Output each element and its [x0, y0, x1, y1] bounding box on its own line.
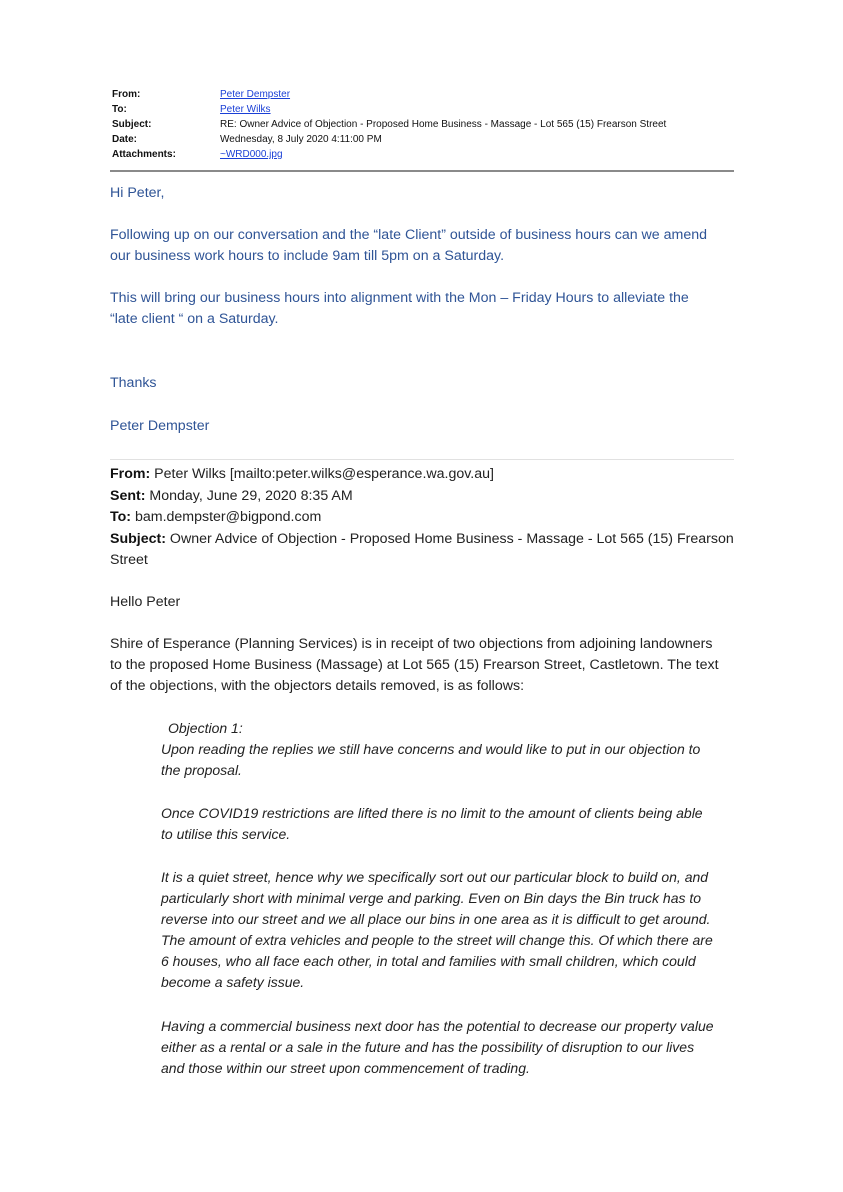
- original-from-label: From:: [110, 466, 151, 482]
- header-date-label: Date:: [112, 134, 138, 145]
- header-date-value: Wednesday, 8 July 2020 4:11:00 PM: [220, 134, 382, 145]
- reply-thanks: Thanks: [110, 375, 157, 391]
- original-subject-value: Owner Advice of Objection - Proposed Home Business - Massage - Lot 565 (15) Frearson: [169, 530, 734, 547]
- objection-p3-line2: particularly short with minimal verge and parking. Even on Bin days the Bin truck has to: [161, 890, 702, 906]
- original-from-line: [110, 464, 740, 486]
- header-to-label: To:: [112, 104, 127, 115]
- objection-heading: Objection 1:: [168, 720, 243, 736]
- original-subject-line-2: Street: [110, 552, 148, 568]
- original-to-value: bam.dempster@bigpond.com: [134, 509, 322, 525]
- header-subject-row: [112, 117, 734, 132]
- header-from-row: [112, 87, 734, 102]
- body-greeting: Hello Peter: [110, 594, 181, 610]
- original-sent-line: [110, 486, 740, 508]
- email-header: [112, 87, 734, 162]
- objection-p4-line1: Having a commercial business next door has the potential to decrease our property value: [161, 1018, 714, 1034]
- header-to-link[interactable]: Peter Wilks: [220, 104, 271, 115]
- objection-paragraph-2: [161, 803, 741, 845]
- objection-p4-line2: either as a rental or a sale in the future and has the possibility of disruption to our lives: [161, 1039, 695, 1055]
- header-to-row: [112, 102, 734, 117]
- original-from-value: Peter Wilks [mailto:peter.wilks@esperance.wa.gov.au]: [154, 466, 494, 482]
- original-sent-label: Sent:: [110, 487, 146, 504]
- header-subject-label: Subject:: [112, 119, 152, 130]
- original-subject-line: [110, 529, 740, 551]
- original-to-line: [110, 507, 740, 529]
- header-subject-value: RE: Owner Advice of Objection - Proposed Home Business - Massage - Lot 565 (15) Frearson Street: [220, 119, 667, 130]
- objection-p3-line5: 6 houses, who all face each other, in total and families with small children, which could: [161, 953, 696, 969]
- message-separator: [110, 459, 734, 460]
- reply-signature: Peter Dempster: [110, 418, 210, 434]
- objection-paragraph-4: [161, 1016, 741, 1079]
- original-subject-label: Subject:: [110, 530, 166, 547]
- header-attachments-label: Attachments:: [112, 149, 176, 160]
- body-line1: Shire of Esperance (Planning Services) is in receipt of two objections from adjoining landowners: [110, 636, 713, 652]
- objection-p1-line2: the proposal.: [161, 762, 242, 778]
- reply-p2-line2: “late client “ on a Saturday.: [110, 311, 279, 327]
- header-from-link[interactable]: Peter Dempster: [220, 89, 291, 100]
- reply-p1-line2: our business work hours to include 9am till 5pm on a Saturday.: [110, 248, 505, 264]
- reply-p2-line1: This will bring our business hours into alignment with the Mon – Friday Hours to alleviate the: [110, 290, 689, 306]
- objection-p2-line2: to utilise this service.: [161, 826, 291, 842]
- original-to-label: To:: [110, 509, 132, 525]
- body-line2: to the proposed Home Business (Massage) at Lot 565 (15) Frearson Street, Castletown. The text: [110, 657, 719, 673]
- objection-p3-line1: It is a quiet street, hence why we specifically sort out our particular block to build on, and: [161, 869, 709, 885]
- reply-p1-line1: Following up on our conversation and the “late Client” outside of business hours can we amend: [110, 227, 708, 243]
- objection-p3-line6: become a safety issue.: [161, 974, 305, 990]
- body-paragraph: [110, 634, 740, 697]
- header-divider: [110, 170, 734, 172]
- objection-paragraph-1: [161, 739, 741, 781]
- objection-p3-line3: reverse into our street and we all place our bins in one area as it is difficult to get around.: [161, 911, 711, 927]
- objection-p1-line1: Upon reading the replies we still have concerns and would like to put in our objection to: [161, 741, 701, 757]
- header-from-label: From:: [112, 89, 141, 100]
- reply-greeting: Hi Peter,: [110, 185, 165, 201]
- header-date-row: [112, 132, 734, 147]
- reply-paragraph-1: [110, 225, 740, 267]
- header-attachments-row: [112, 147, 734, 162]
- objection-p4-line3: and those within our street upon commencement of trading.: [161, 1060, 530, 1076]
- body-line3: of the objections, with the objectors details removed, is as follows:: [110, 678, 525, 694]
- reply-paragraph-2: [110, 288, 740, 330]
- attachment-link[interactable]: ~WRD000.jpg: [220, 149, 283, 160]
- objection-paragraph-3: [161, 867, 741, 993]
- original-header: [110, 464, 740, 572]
- objection-p3-line4: The amount of extra vehicles and people to the street will change this. Of which there are: [161, 932, 713, 948]
- original-sent-value: Monday, June 29, 2020 8:35 AM: [149, 487, 353, 504]
- objection-p2-line1: Once COVID19 restrictions are lifted there is no limit to the amount of clients being able: [161, 805, 703, 821]
